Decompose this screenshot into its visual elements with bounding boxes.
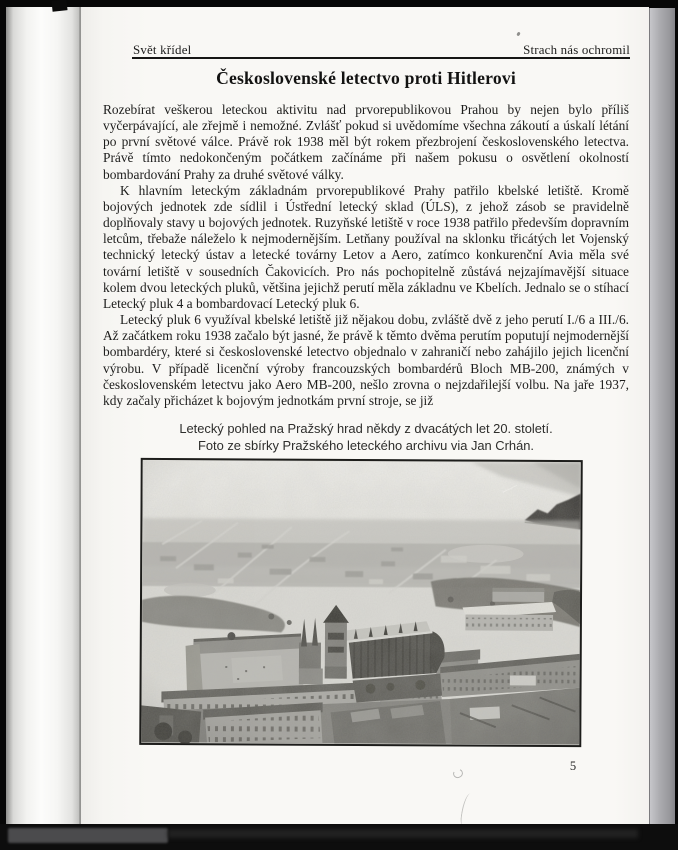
ink-smudge-1 (452, 768, 464, 780)
body-text (103, 102, 629, 409)
bottom-shadow-band (0, 824, 678, 850)
ink-smudge-2 (460, 792, 474, 825)
running-header-right: Strach nás ochromil (523, 43, 630, 57)
body-paragraph-1: Rozebírat veškerou leteckou aktivitu nad prvorepublikovou Prahou by nejen bylo příliš vyčerpávající, ale zřejmě i nemožné. Zvlášť pokud si uvědomíme všechna zákoutí a úskalí létání po první světové válce. Právě rok 1938 měl být rokem přezbrojení československého letectva. Právě tímto nedokončeným počátkem začínáme při našem pokusu o osvětlení okolností bombardování Prahy za druhé světové války. (103, 102, 629, 182)
book-fore-edge (649, 8, 675, 836)
cover-notch (51, 0, 67, 12)
body-paragraph-2: K hlavním leteckým základnám prvorepublikové Prahy patřilo kbelské letiště. Kromě bojových jednotek zde sídlil i Ústřední letecký sklad (ÚLS), z jehož zásob se pravidelně doplňovaly stavy u bojových jednotek. Ruzyňské letiště v roce 1938 patřilo především dopravním letcům, třebaže náleželo k nejmodernějším. Letňany používal na sklonku třicátých let Vojenský technický letecký ústav a letecké továrny Letov a Aero, zatímco konkurenční Avia měla své tovární letiště v sousedních Čakovicích. Pro nás pochopitelně zůstává nejzajímavější situace kolem dvou leteckých pluků, většina jejichž perutí měla základnu ve Kbelích. Jednalo se o stíhací Letecký pluk 4 a bombardovací Letecký pluk 6. (103, 182, 629, 311)
prague-castle-aerial-photo (141, 460, 580, 745)
page-number: 5 (569, 759, 577, 773)
photo-caption (103, 421, 629, 454)
bottom-page-edges (8, 828, 168, 843)
photo-frame (139, 458, 582, 747)
body-paragraph-3: Letecký pluk 6 využíval kbelské letiště již nějakou dobu, zvláště dvě z jeho perutí I./6 a III./6. Až začátkem roku 1938 začalo být jasné, že právě k těmto dvěma perutím poputují nejmodernější bombardéry, které si československé letectvo objednalo v zahraničí nebo zahájilo jejich licenční výrobu. V případě licenční výroby francouzských bombardérů Bloch MB-200, známých v československém letectvu jako Aero MB-200, nešlo zrovna o nejzdařilejší volbu. Na jaře 1937, kdy začaly přicházet k bojovým jednotkám první stroje, se již (103, 312, 629, 408)
header-rule (132, 57, 630, 59)
photo-grain-overlay (141, 460, 580, 744)
caption-line-2: Foto ze sbírky Pražského leteckého archivu via Jan Crhán. (197, 437, 535, 453)
caption-line-1: Letecký pohled na Pražský hrad někdy z dvacátých let 20. století. (179, 421, 553, 436)
bottom-shadow-faint (168, 829, 638, 838)
paper-speck (516, 32, 521, 37)
book-left-page-stack (6, 7, 79, 827)
running-header (133, 43, 630, 58)
book-page (81, 7, 649, 824)
chapter-title: Československé letectvo proti Hitlerovi (216, 68, 516, 88)
running-header-left: Svět křídel (133, 43, 192, 57)
